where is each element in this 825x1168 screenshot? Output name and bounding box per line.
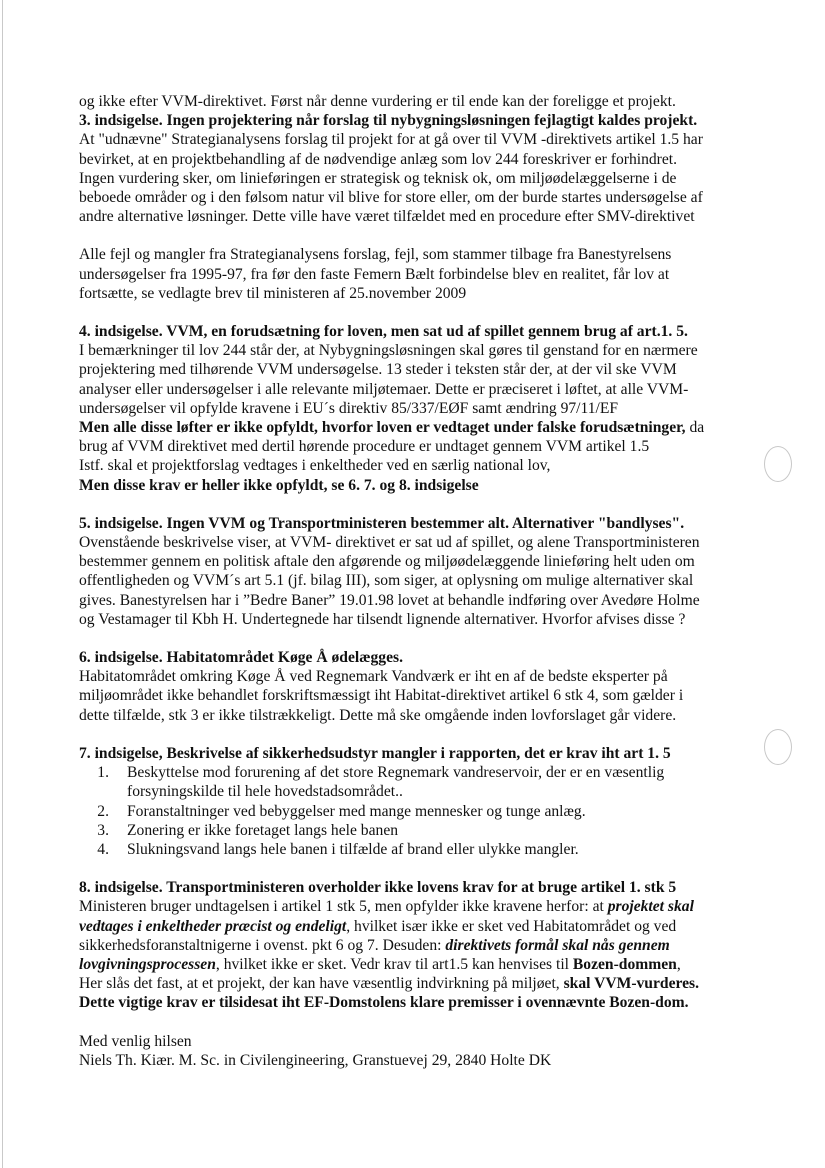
objection-5 xyxy=(79,514,769,629)
safety-list xyxy=(79,763,769,859)
page-edge-line xyxy=(2,0,3,1168)
objection-4-line: Istf. skal et projektforslag vedtages i enkeltheder ved en særlig national lov, xyxy=(79,457,551,475)
objection-8-text: Ministeren bruger undtagelsen i artikel 1 stk 5, men opfylder ikke kravene herfor: at xyxy=(79,898,608,916)
greeting: Med venlig hilsen xyxy=(79,1032,192,1050)
objection-8-line xyxy=(79,917,769,936)
objection-8-text: , xyxy=(676,955,681,973)
objection-8-text: sikkerhedsforanstaltnigerne i ovenst. pkt 6 og 7. Desuden: xyxy=(79,936,446,954)
objection-4-bold-text: Men alle disse løfter er ikke opfyldt, hvorfor loven er vedtaget under falske forudsætninger, xyxy=(79,419,686,437)
objection-6-line: Habitatområdet omkring Køge Å ved Regnemark Vandværk er iht en af de bedste eksperter på xyxy=(79,668,668,686)
objection-7 xyxy=(79,744,769,859)
objection-8-line xyxy=(79,897,769,916)
objection-8-line xyxy=(79,974,769,993)
paragraph-line: undersøgelser fra 1995-97, fra før den faste Femern Bælt forbindelse blev en realitet, får lov at xyxy=(79,265,670,283)
objection-6 xyxy=(79,648,769,725)
list-item xyxy=(79,840,769,859)
objection-3-line: andre alternative løsninger. Dette ville have været tilfældet med en procedure efter SMV-direktivet xyxy=(79,208,695,226)
list-number: 2. xyxy=(97,802,109,820)
objection-4-heading: 4. indsigelse. VVM, en forudsætning for loven, men sat ud af spillet gennem brug af art.1. 5. xyxy=(79,323,688,341)
objection-8-emphasis: lovgivningsprocessen xyxy=(79,955,216,973)
objection-8-bold-text: skal VVM-vurderes. xyxy=(563,975,700,993)
objection-4-line: undersøgelser vil opfylde kravene i EU´s direktiv 85/337/EØF samt ændring 97/11/EF xyxy=(79,399,619,417)
objection-3-line: beboede områder og i den følsom natur vil blive for store eller, om der burde startes undersøgelse af xyxy=(79,189,703,207)
objection-8-emphasis: vedtages i enkeltheder præcist og endeligt xyxy=(79,917,347,935)
objection-8-text: , hvilket ikke er sket. Vedr krav til art1.5 kan henvises til xyxy=(215,955,573,973)
signature: Niels Th. Kiær. M. Sc. in Civilengineering, Granstuevej 29, 2840 Holte DK xyxy=(79,1051,552,1069)
list-item xyxy=(79,763,769,782)
objection-6-heading: 6. indsigelse. Habitatområdet Køge Å ødelægges. xyxy=(79,649,403,667)
objection-5-line: bestemmer gennem en politisk aftale den afgørende og miljøødelæggende linieføring helt uden om xyxy=(79,553,695,571)
list-text-continued: forsyningskilde til hele hovedstadsområdet.. xyxy=(127,783,403,801)
list-number: 1. xyxy=(97,764,109,782)
objection-5-line: offentligheden og VVM´s art 5.1 (jf. bilag III), som siger, at oplysning om mulige alternativer skal xyxy=(79,572,694,590)
list-number: 3. xyxy=(97,821,109,839)
objection-4-conclusion: Men disse krav er heller ikke opfyldt, se 6. 7. og 8. indsigelse xyxy=(79,476,479,494)
intro-line: og ikke efter VVM-direktivet. Først når denne vurdering er til ende kan der foreligge et projekt. xyxy=(79,93,676,110)
objection-3-line: At "udnævne" Strategianalysens forslag til projekt for at gå over til VVM -direktivets artikel 1.5 har xyxy=(79,131,703,149)
objection-8-emphasis: projektet skal xyxy=(607,898,694,916)
list-text: Zonering er ikke foretaget langs hele banen xyxy=(127,821,399,839)
objection-8-emphasis: direktivets formål skal nås gennem xyxy=(445,936,670,954)
objection-8-heading: 8. indsigelse. Transportministeren overholder ikke lovens krav for at bruge artikel 1. stk 5 xyxy=(79,879,677,897)
objection-6-line: dette tilfælde, stk 3 er ikke tilstrækkeligt. Dette må ske omgående inden lovforslaget går videre. xyxy=(79,706,677,724)
list-text: Beskyttelse mod forurening af det store Regnemark vandreservoir, der er en væsentlig xyxy=(127,764,665,782)
paragraph-errors xyxy=(79,245,769,303)
objection-3 xyxy=(79,111,769,226)
objection-4 xyxy=(79,322,769,495)
closing xyxy=(79,1032,769,1070)
objection-4-line: I bemærkninger til lov 244 står der, at Nybygningsløsningen skal gøres til genstand for en nærmere xyxy=(79,342,698,360)
objection-4-line: brug af VVM direktivet med dertil hørende procedure er undtaget gennem VVM artikel 1.5 xyxy=(79,438,650,456)
letter-body xyxy=(79,92,769,1070)
objection-8-line xyxy=(79,955,769,974)
objection-3-heading: 3. indsigelse. Ingen projektering når forslag til nybygningsløsningen fejlagtigt kaldes projekt. xyxy=(79,112,698,130)
objection-4-line xyxy=(79,418,769,437)
paragraph-line: fortsætte, se vedlagte brev til ministeren af 25.november 2009 xyxy=(79,284,467,302)
paragraph-line: Alle fejl og mangler fra Strategianalysens forslag, fejl, som stammer tilbage fra Banestyrelsens xyxy=(79,246,672,264)
objection-7-heading: 7. indsigelse, Beskrivelse af sikkerhedsudstyr mangler i rapporten, det er krav iht art 1. 5 xyxy=(79,744,671,762)
objection-4-text: da xyxy=(685,419,705,437)
objection-3-line: bevirket, at en projektbehandling af de nødvendige anlæg som lov 244 foreskriver er forhindret. xyxy=(79,150,678,168)
objection-8-line xyxy=(79,936,769,955)
list-item xyxy=(79,821,769,840)
objection-4-line: projektering med tilhørende VVM undersøgelse. 13 steder i teksten står der, at der vil ske VVM xyxy=(79,361,677,379)
objection-8 xyxy=(79,878,769,1012)
objection-5-line: gives. Banestyrelsen har i ”Bedre Baner” 19.01.98 lovet at behandle indføring over Avedøre Holme xyxy=(79,591,700,609)
objection-8-text: Her slås det fast, at et projekt, der kan have væsentlig indvirkning på miljøet, xyxy=(79,975,564,993)
objection-4-line: analyser eller undersøgelser i alle relevante miljøtemaer. Dette er præciseret i løftet, at alle VVM- xyxy=(79,380,689,398)
objection-6-line: miljøområdet ikke behandlet forskriftsmæssigt iht Habitat-direktivet artikel 6 stk 4, som gælder i xyxy=(79,687,684,705)
list-text: Slukningsvand langs hele banen i tilfælde af brand eller ulykke mangler. xyxy=(127,840,579,858)
objection-3-line: Ingen vurdering sker, om linieføringen er strategisk og teknisk ok, om miljøødelæggelserne i de xyxy=(79,169,677,187)
objection-5-line: og Vestamager til Kbh H. Undertegnede har tilsendt lignende alternativer. Hvorfor afvises disse ? xyxy=(79,610,686,628)
list-text: Foranstaltninger ved bebyggelser med mange mennesker og tunge anlæg. xyxy=(127,802,586,820)
objection-5-line: Ovenstående beskrivelse viser, at VVM- direktivet er sat ud af spillet, og alene Transportministeren xyxy=(79,534,700,552)
list-item xyxy=(79,802,769,821)
objection-5-heading: 5. indsigelse. Ingen VVM og Transportministeren bestemmer alt. Alternativer "bandlyses". xyxy=(79,514,685,532)
objection-8-bold-text: Bozen-dommen xyxy=(572,955,677,973)
objection-8-text: , hvilket især ikke er sket ved Habitatområdet og ved xyxy=(346,917,677,935)
list-number: 4. xyxy=(97,840,109,858)
objection-8-conclusion: Dette vigtige krav er tilsidesat iht EF-Domstolens klare premisser i ovennævnte Bozen-dom. xyxy=(79,994,689,1012)
